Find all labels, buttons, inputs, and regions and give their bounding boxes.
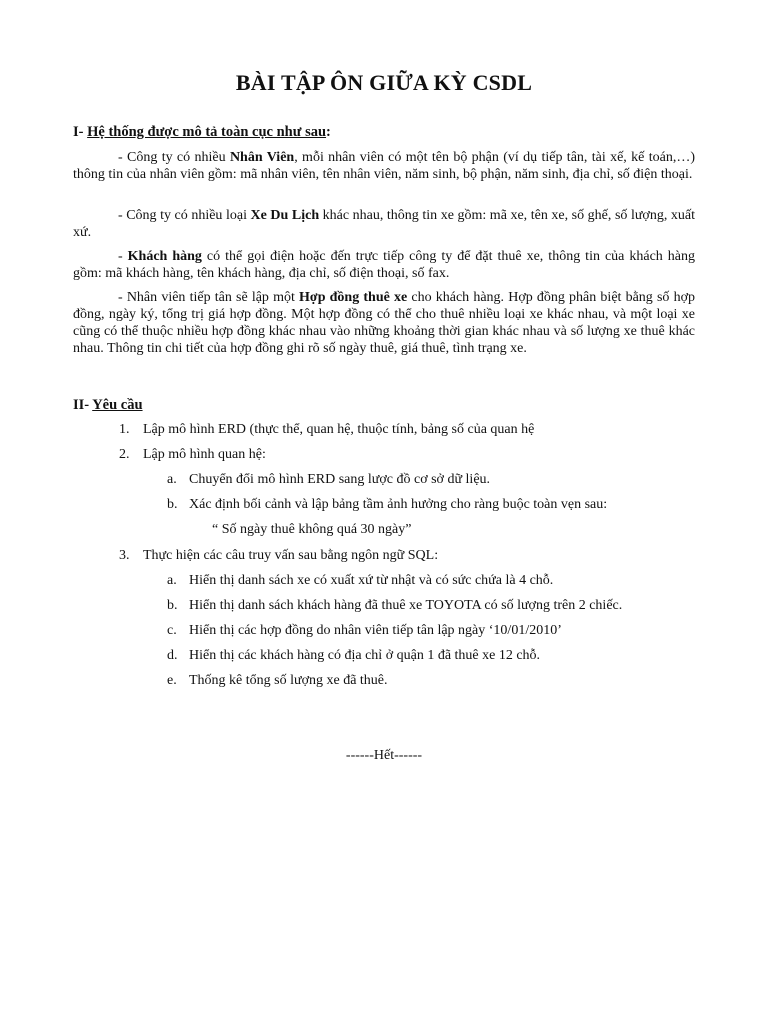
sub-item — [167, 647, 540, 664]
section-1-prefix: I- — [73, 124, 88, 140]
section-2-prefix: II- — [73, 397, 93, 413]
paragraph-keyword: Xe Du Lịch — [250, 208, 320, 223]
end-marker: ------Hết------ — [345, 748, 423, 763]
sub-item — [167, 496, 607, 513]
sub-item-letter: c. — [167, 623, 177, 638]
paragraph-keyword: Khách hàng — [127, 249, 202, 264]
paragraph-text: - — [118, 249, 128, 264]
sub-item-letter: e. — [167, 673, 177, 688]
sub-item — [167, 572, 553, 589]
item-text: Lập mô hình ERD (thực thể, quan hệ, thuộc tính, bảng số của quan hệ — [143, 422, 535, 437]
item-number: 1. — [119, 422, 130, 437]
sub-item-letter: b. — [167, 497, 178, 512]
sub-item-text: Hiển thị danh sách xe có xuất xứ từ nhật và có sức chứa là 4 chỗ. — [189, 573, 554, 588]
paragraph-hop-dong — [73, 289, 695, 357]
paragraph-text: , mỗi nhân viên có một tên bộ phận (ví dụ tiếp tân, tài xế, kế toán,…) thông tin của nhân viên gồm: mã nhân viên, tên nhân viên, năm sinh, bộ phận, năm sinh, địa chỉ, số điện thoại. — [73, 150, 695, 182]
requirement-item — [119, 547, 438, 564]
item-number: 3. — [119, 548, 130, 563]
paragraph-text: - Nhân viên tiếp tân sẽ lập một — [118, 290, 300, 305]
section-1-colon: : — [326, 124, 331, 140]
requirement-item — [119, 446, 266, 463]
sub-item-letter: a. — [167, 472, 177, 487]
paragraph-xe-du-lich — [73, 207, 695, 241]
sub-item — [167, 471, 490, 488]
paragraph-text: cho khách hàng. Hợp đồng phân biệt bằng số hợp đồng, ngày ký, tổng trị giá hợp đồng. Một hợp đồng có thể cho thuê nhiều loại xe khác nhau, và một loại xe cũng có thể thuộc nhiều hợp đồng khác nhau vào những khoảng thời gian khác nhau và số lượng xe thuê khác nhau. Thông tin chi tiết của hợp đồng ghi rõ số ngày thuê, giá thuê, tình trạng xe. — [73, 290, 695, 356]
paragraph-khach-hang — [73, 248, 695, 282]
sub-item-text: Hiển thị các khách hàng có địa chỉ ở quận 1 đã thuê xe 12 chỗ. — [189, 648, 541, 663]
sub-item — [167, 622, 562, 639]
sub-item-letter: d. — [167, 648, 178, 663]
paragraph-text: khác nhau, thông tin xe gồm: mã xe, tên xe, số ghế, số lượng, xuất xứ. — [73, 208, 695, 240]
sub-item-text: Xác định bối cảnh và lập bảng tầm ảnh hưởng cho ràng buộc toàn vẹn sau: — [189, 497, 608, 512]
item-text: Lập mô hình quan hệ: — [143, 447, 266, 462]
page-title: BÀI TẬP ÔN GIỮA KỲ CSDL — [235, 70, 533, 95]
sub-item-text: Thống kê tổng số lượng xe đã thuê. — [189, 673, 388, 688]
sub-item — [167, 597, 622, 614]
sub-item-letter: a. — [167, 573, 177, 588]
paragraph-nhan-vien — [73, 149, 695, 183]
sub-item — [167, 672, 388, 689]
paragraph-keyword: Hợp đồng thuê xe — [299, 290, 408, 305]
section-1-title: Hệ thống được mô tả toàn cục như sau — [87, 124, 327, 140]
paragraph-text: - Công ty có nhiều — [118, 150, 230, 165]
sub-item-text: Chuyển đổi mô hình ERD sang lược đồ cơ sở dữ liệu. — [189, 472, 491, 487]
sub-item-text: Hiển thị các hợp đồng do nhân viên tiếp tân lập ngày ‘10/01/2010’ — [189, 623, 562, 638]
sub-item-letter: b. — [167, 598, 178, 613]
item-text: Thực hiện các câu truy vấn sau bằng ngôn ngữ SQL: — [143, 548, 439, 563]
section-2-title: Yêu cầu — [92, 397, 143, 413]
paragraph-keyword: Nhân Viên — [229, 150, 295, 165]
section-1-heading — [73, 124, 331, 141]
paragraph-text: - Công ty có nhiều loại — [118, 208, 251, 223]
sub-item-text: Hiển thị danh sách khách hàng đã thuê xe TOYOTA có số lượng trên 2 chiếc. — [189, 598, 623, 613]
paragraph-text: có thể gọi điện hoặc đến trực tiếp công ty để đặt thuê xe, thông tin của khách hàng gồm: mã khách hàng, tên khách hàng, địa chỉ, số điện thoại, số fax. — [73, 249, 695, 281]
constraint-quote: “ Số ngày thuê không quá 30 ngày” — [212, 522, 412, 537]
requirement-item — [119, 421, 534, 438]
section-2-heading — [73, 397, 143, 414]
item-number: 2. — [119, 447, 130, 462]
